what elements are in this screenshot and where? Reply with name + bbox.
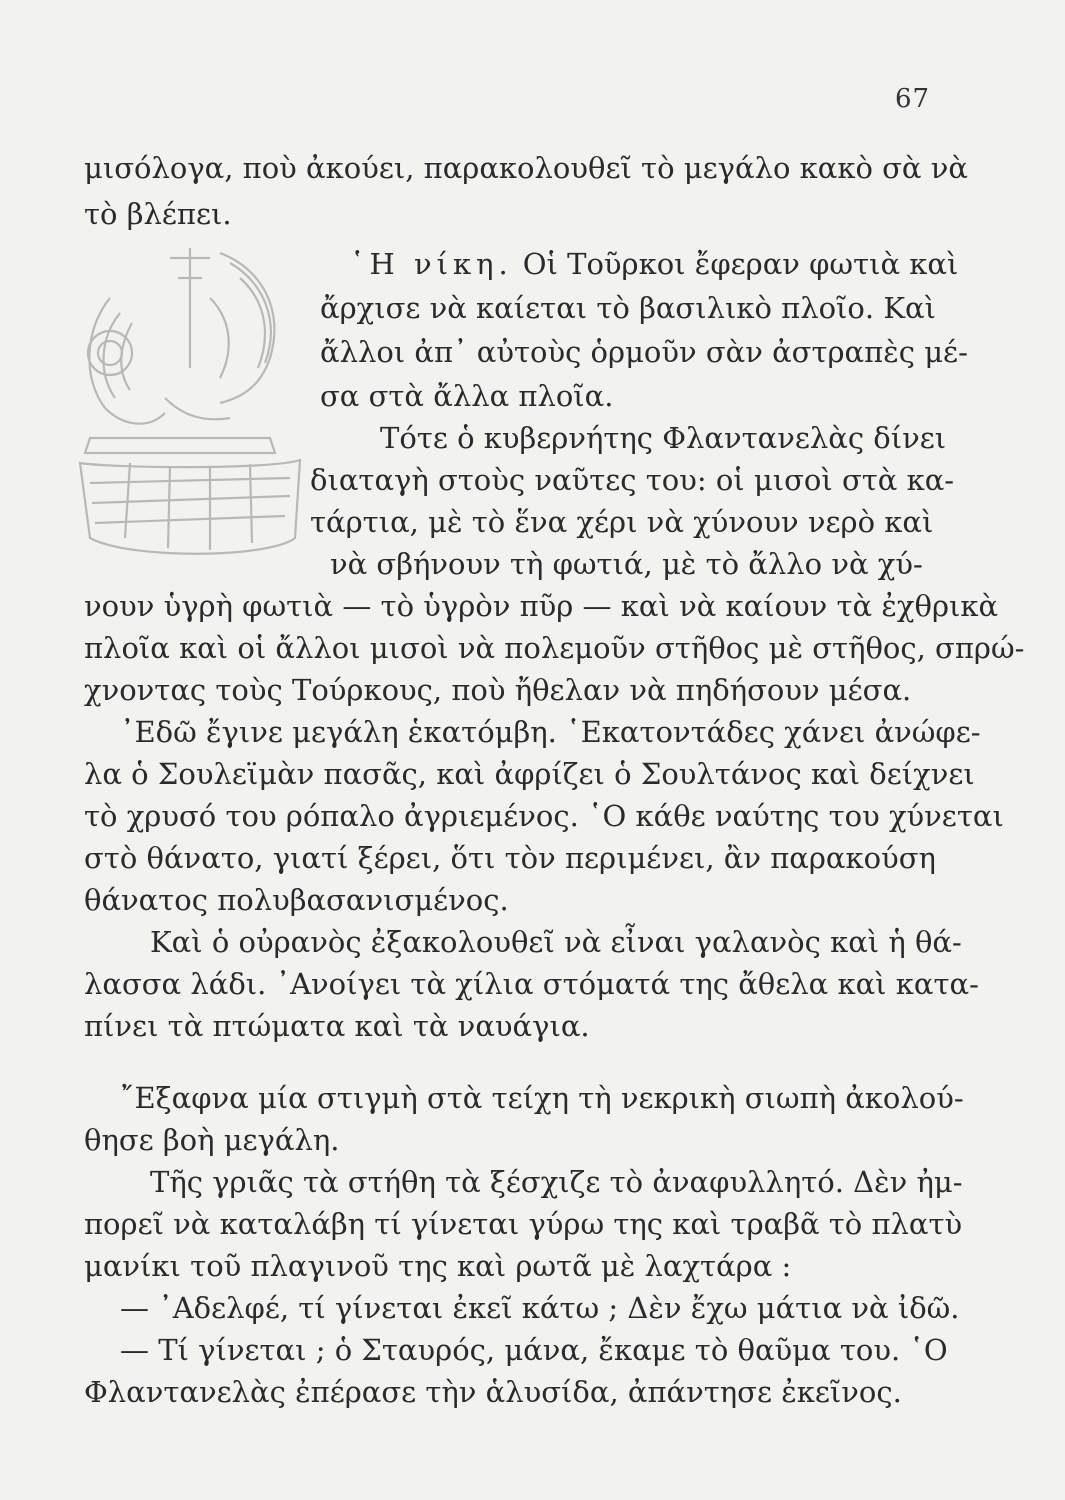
text-line: λα ὁ Σουλεϊμὰν πασᾶς, καὶ ἀφρίζει ὁ Σουλτάνος καὶ δείχνει <box>84 757 975 791</box>
text-line: τὸ χρυσό του ρόπαλο ἀγριεμένος. ῾Ο κάθε ναύτης του χύνεται <box>84 799 1004 833</box>
page-number: 67 <box>895 84 931 114</box>
text-line: Τότε ὁ κυβερνήτης Φλαντανελὰς δίνει <box>380 421 947 455</box>
text-line: μισόλογα, ποὺ ἀκούει, παρακολουθεῖ τὸ μεγάλο κακὸ σὰ νὰ <box>84 151 968 185</box>
section-heading: ῾Η νίκη. <box>350 247 513 281</box>
woodcut-illustration <box>70 238 310 568</box>
text-line: νὰ σβήνουν τὴ φωτιά, μὲ τὸ ἄλλο νὰ χύ- <box>330 547 923 581</box>
text-line-content: Οἱ Τοῦρκοι ἔφεραν φωτιὰ καὶ <box>522 247 959 281</box>
text-line: ῎Εξαφνα μία στιγμὴ στὰ τείχη τὴ νεκρικὴ σιωπὴ ἀκολού- <box>120 1081 964 1115</box>
text-line: σα στὰ ἄλλα πλοῖα. <box>320 379 614 413</box>
text-line: λασσα λάδι. ᾿Ανοίγει τὰ χίλια στόματά της ἄθελα καὶ κατα- <box>84 967 979 1001</box>
text-line: πλοῖα καὶ οἱ ἄλλοι μισοὶ νὰ πολεμοῦν στῆθος μὲ στῆθος, σπρώ- <box>84 631 1025 665</box>
text-line: Καὶ ὁ οὐρανὸς ἐξακολουθεῖ νὰ εἶναι γαλανὸς καὶ ἡ θά- <box>150 925 962 959</box>
text-line: — ᾿Αδελφέ, τί γίνεται ἐκεῖ κάτω ; Δὲν ἔχω μάτια νὰ ἰδῶ. <box>120 1291 960 1325</box>
text-line: τάρτια, μὲ τὸ ἕνα χέρι νὰ χύνουν νερὸ καὶ <box>310 505 934 539</box>
text-line: Φλαντανελὰς ἐπέρασε τὴν ἁλυσίδα, ἀπάντησε ἐκεῖνος. <box>84 1375 902 1409</box>
text-line: ᾿Εδῶ ἔγινε μεγάλη ἑκατόμβη. ῾Εκατοντάδες χάνει ἀνώφε- <box>120 715 981 749</box>
text-line: πίνει τὰ πτώματα καὶ τὰ ναυάγια. <box>84 1009 590 1043</box>
text-line: Τῆς γριᾶς τὰ στήθη τὰ ξέσχιζε τὸ ἀναφυλλητό. Δὲν ἠμ- <box>150 1165 963 1199</box>
text-line: — Τί γίνεται ; ὁ Σταυρός, μάνα, ἔκαμε τὸ θαῦμα του. ῾Ο <box>120 1333 948 1367</box>
text-line: νουν ὑγρὴ φωτιὰ — τὸ ὑγρὸν πῦρ — καὶ νὰ καίουν τὰ ἐχθρικὰ <box>84 589 999 623</box>
text-line: τὸ βλέπει. <box>84 197 232 231</box>
text-line: στὸ θάνατο, γιατί ξέρει, ὅτι τὸν περιμένει, ἂν παρακούση <box>84 841 936 875</box>
text-line: πορεῖ νὰ καταλάβη τί γίνεται γύρω της καὶ τραβᾶ τὸ πλατὺ <box>84 1207 963 1241</box>
text-line: θησε βοὴ μεγάλη. <box>84 1123 340 1157</box>
text-line: διαταγὴ στοὺς ναῦτες του: οἱ μισοὶ στὰ κα- <box>310 463 955 497</box>
text-line: χνοντας τοὺς Τούρκους, ποὺ ἤθελαν νὰ πηδήσουν μέσα. <box>84 673 912 707</box>
text-line: ἄρχισε νὰ καίεται τὸ βασιλικὸ πλοῖο. Καὶ <box>320 291 936 325</box>
text-line: ἄλλοι ἀπ᾽ αὐτοὺς ὁρμοῦν σὰν ἀστραπὲς μέ- <box>320 335 968 369</box>
text-line: θάνατος πολυβασανισμένος. <box>84 883 509 917</box>
text-line <box>350 246 958 282</box>
text-line: μανίκι τοῦ πλαγινοῦ της καὶ ρωτᾶ μὲ λαχτάρα : <box>84 1249 792 1283</box>
